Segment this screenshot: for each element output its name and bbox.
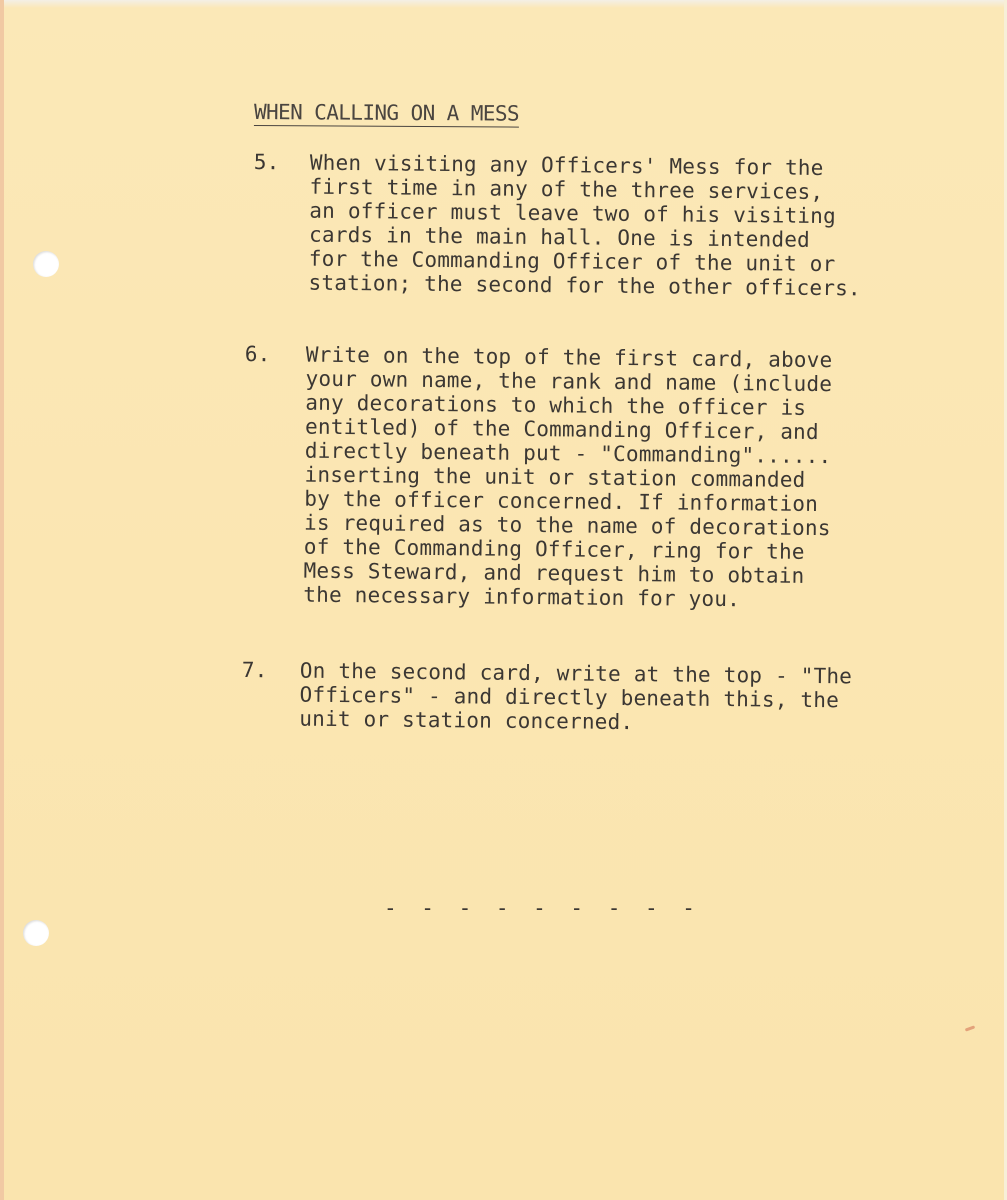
paragraph-text xyxy=(299,659,852,737)
paragraph-number: 5. xyxy=(253,150,280,175)
text-line: of the Commanding Officer, ring for the xyxy=(303,534,805,564)
text-line: station; the second for the other officers. xyxy=(308,270,861,301)
text-line: entitled) of the Commanding Officer, and xyxy=(304,414,819,445)
text-line: an officer must leave two of his visiting xyxy=(309,198,837,229)
text-line: by the officer concerned. If information xyxy=(304,486,819,517)
text-line: On the second card, write at the top - "The xyxy=(299,658,853,689)
paragraph-text xyxy=(308,151,862,301)
punch-hole-bottom xyxy=(23,920,49,946)
text-line: Mess Steward, and request him to obtain xyxy=(303,558,805,588)
paragraph-number: 7. xyxy=(241,658,268,683)
text-line: Officers" - and directly beneath this, the xyxy=(299,682,840,713)
text-line: cards in the main hall. One is intended xyxy=(308,222,811,252)
end-separator: - - - - - - - - - xyxy=(384,896,701,920)
text-line: directly beneath put - "Commanding"...... xyxy=(304,438,832,469)
page-left-edge xyxy=(0,0,4,1200)
text-line: inserting the unit or station commanded xyxy=(304,462,806,492)
text-line: unit or station concerned. xyxy=(299,706,634,735)
paper-blemish xyxy=(965,1025,975,1031)
section-heading: WHEN CALLING ON A MESS xyxy=(253,100,520,126)
text-line: any decorations to which the officer is xyxy=(305,390,807,420)
paragraph-text xyxy=(303,343,832,612)
text-line: When visiting any Officers' Mess for the xyxy=(309,150,824,180)
text-line: is required as to the name of decorations xyxy=(303,510,831,541)
text-line: Write on the top of the first card, above xyxy=(305,342,833,373)
paragraph-number: 6. xyxy=(244,342,271,367)
text-line: the necessary information for you. xyxy=(303,582,741,612)
page-top-edge xyxy=(0,0,1007,8)
text-line: first time in any of the three services, xyxy=(309,174,824,204)
text-line: for the Commanding Officer of the unit or xyxy=(308,246,836,277)
punch-hole-top xyxy=(33,251,59,277)
text-line: your own name, the rank and name (include xyxy=(305,366,833,397)
